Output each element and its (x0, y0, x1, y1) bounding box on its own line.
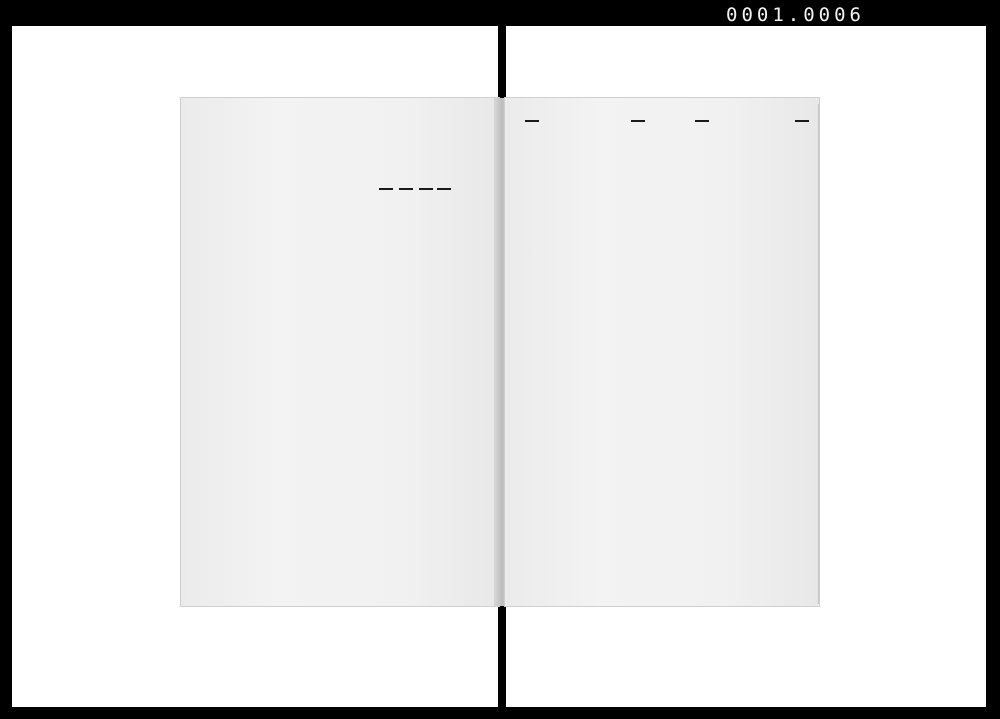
item-mark (695, 120, 709, 122)
item-mark (631, 120, 645, 122)
page-edge (817, 104, 819, 604)
item-mark (437, 188, 451, 190)
open-book (181, 98, 819, 606)
left-page (181, 98, 499, 606)
right-page (505, 98, 819, 606)
item-mark (399, 188, 413, 190)
item-mark (419, 188, 433, 190)
item-mark (379, 188, 393, 190)
frame-number: 0001.0006 (726, 4, 865, 26)
item-mark (525, 120, 539, 122)
item-mark (795, 120, 809, 122)
